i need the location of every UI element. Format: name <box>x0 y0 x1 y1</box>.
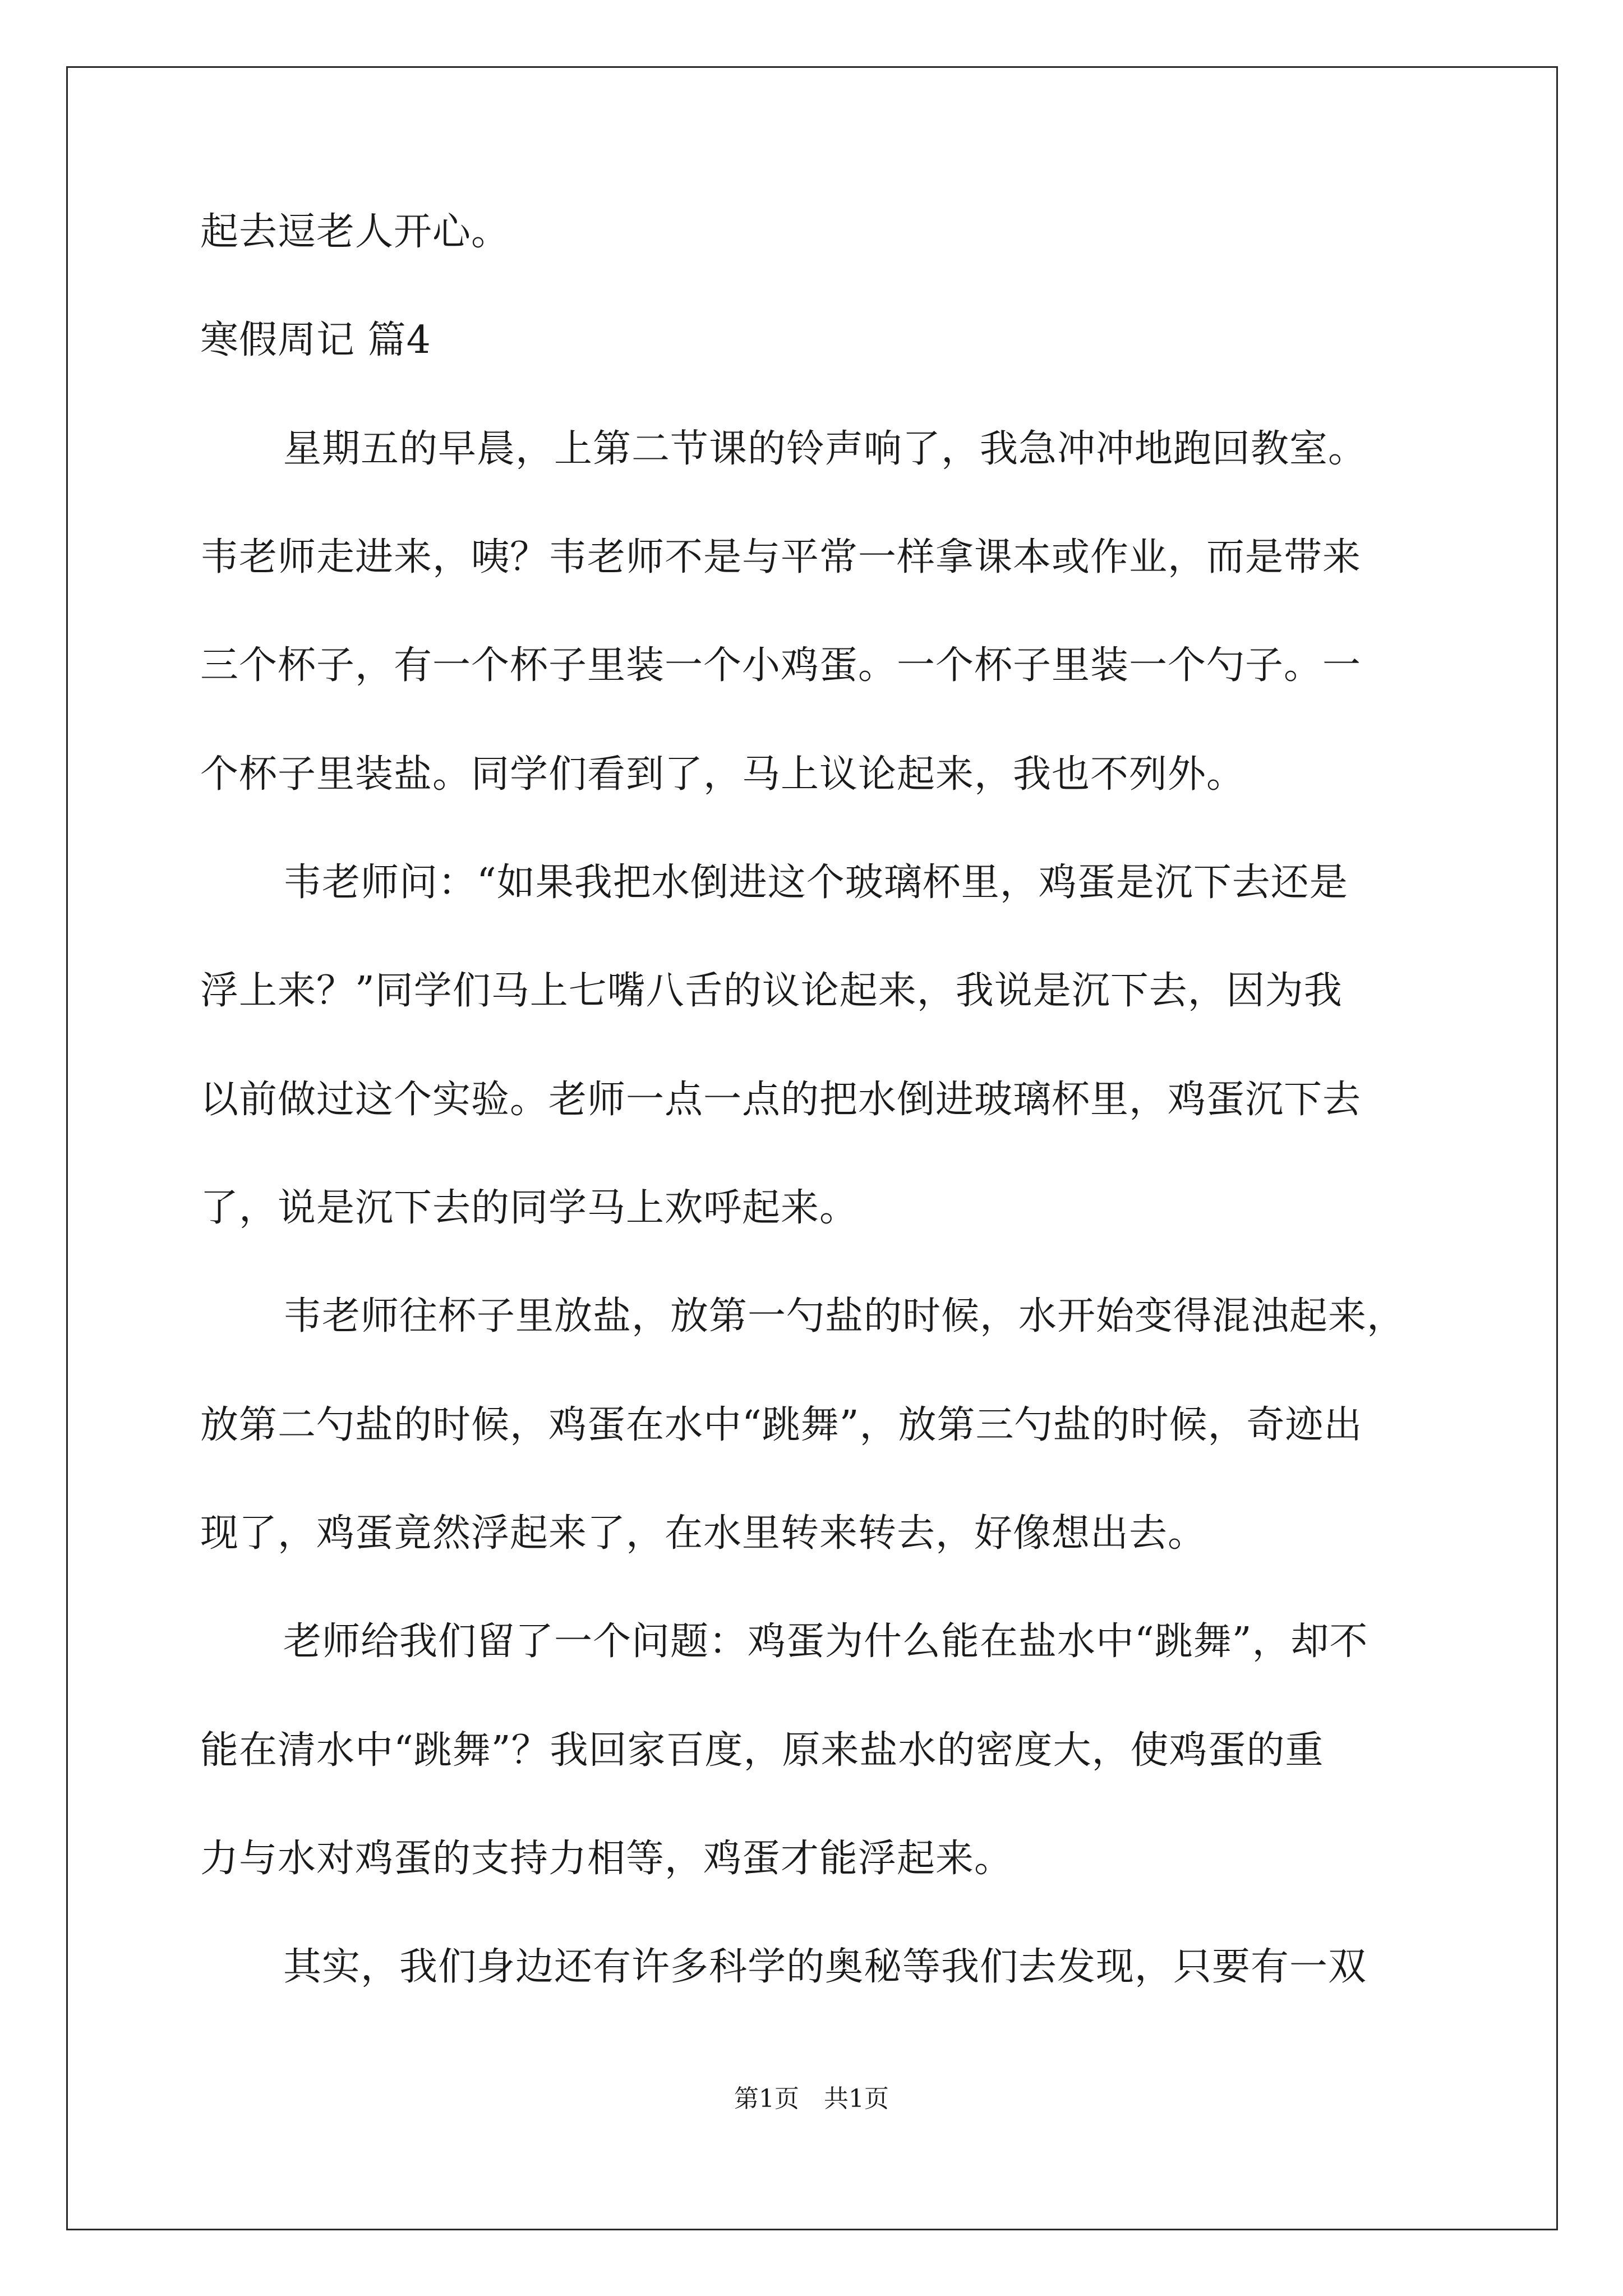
paragraph-line: 放第二勺盐的时候，鸡蛋在水中“跳舞”，放第三勺盐的时候，奇迹出 <box>200 1403 1363 1447</box>
paragraph-line: 以前做过这个实验。老师一点一点的把水倒进玻璃杯里，鸡蛋沉下去 <box>200 1078 1362 1122</box>
paragraph-line: 星期五的早晨，上第二节课的铃声响了，我急冲冲地跑回教室。 <box>283 427 1367 471</box>
page-number-footer: 第1页 共1页 <box>734 2085 889 2113</box>
paragraph-line: 个杯子里装盐。同学们看到了，马上议论起来，我也不列外。 <box>200 752 1246 797</box>
paragraph-line: 韦老师问：“如果我把水倒进这个玻璃杯里，鸡蛋是沉下去还是 <box>283 861 1348 905</box>
paragraph-line: 其实，我们身边还有许多科学的奥秘等我们去发现，只要有一双 <box>283 1945 1367 1989</box>
paragraph-line: 浮上来？”同学们马上七嘴八舌的议论起来，我说是沉下去，因为我 <box>200 969 1343 1013</box>
paragraph-line: 老师给我们留了一个问题：鸡蛋为什么能在盐水中“跳舞”，却不 <box>283 1619 1368 1664</box>
section-heading: 寒假周记 篇4 <box>200 318 431 362</box>
paragraph-line: 三个杯子，有一个杯子里装一个小鸡蛋。一个杯子里装一个勺子。一 <box>200 643 1362 688</box>
paragraph-line: 起去逗老人开心。 <box>200 210 510 254</box>
paragraph-line: 现了，鸡蛋竟然浮起来了，在水里转来转去，好像想出去。 <box>200 1511 1207 1556</box>
paragraph-line: 韦老师往杯子里放盐，放第一勺盐的时候，水开始变得混浊起来， <box>283 1294 1406 1338</box>
paragraph-line: 了，说是沉下去的同学马上欢呼起来。 <box>200 1186 859 1230</box>
paragraph-line: 韦老师走进来，咦？韦老师不是与平常一样拿课本或作业，而是带来 <box>200 535 1362 579</box>
paragraph-line: 力与水对鸡蛋的支持力相等，鸡蛋才能浮起来。 <box>200 1837 1013 1881</box>
paragraph-line: 能在清水中“跳舞”？我回家百度，原来盐水的密度大，使鸡蛋的重 <box>200 1728 1324 1773</box>
page-border <box>66 66 1558 2230</box>
